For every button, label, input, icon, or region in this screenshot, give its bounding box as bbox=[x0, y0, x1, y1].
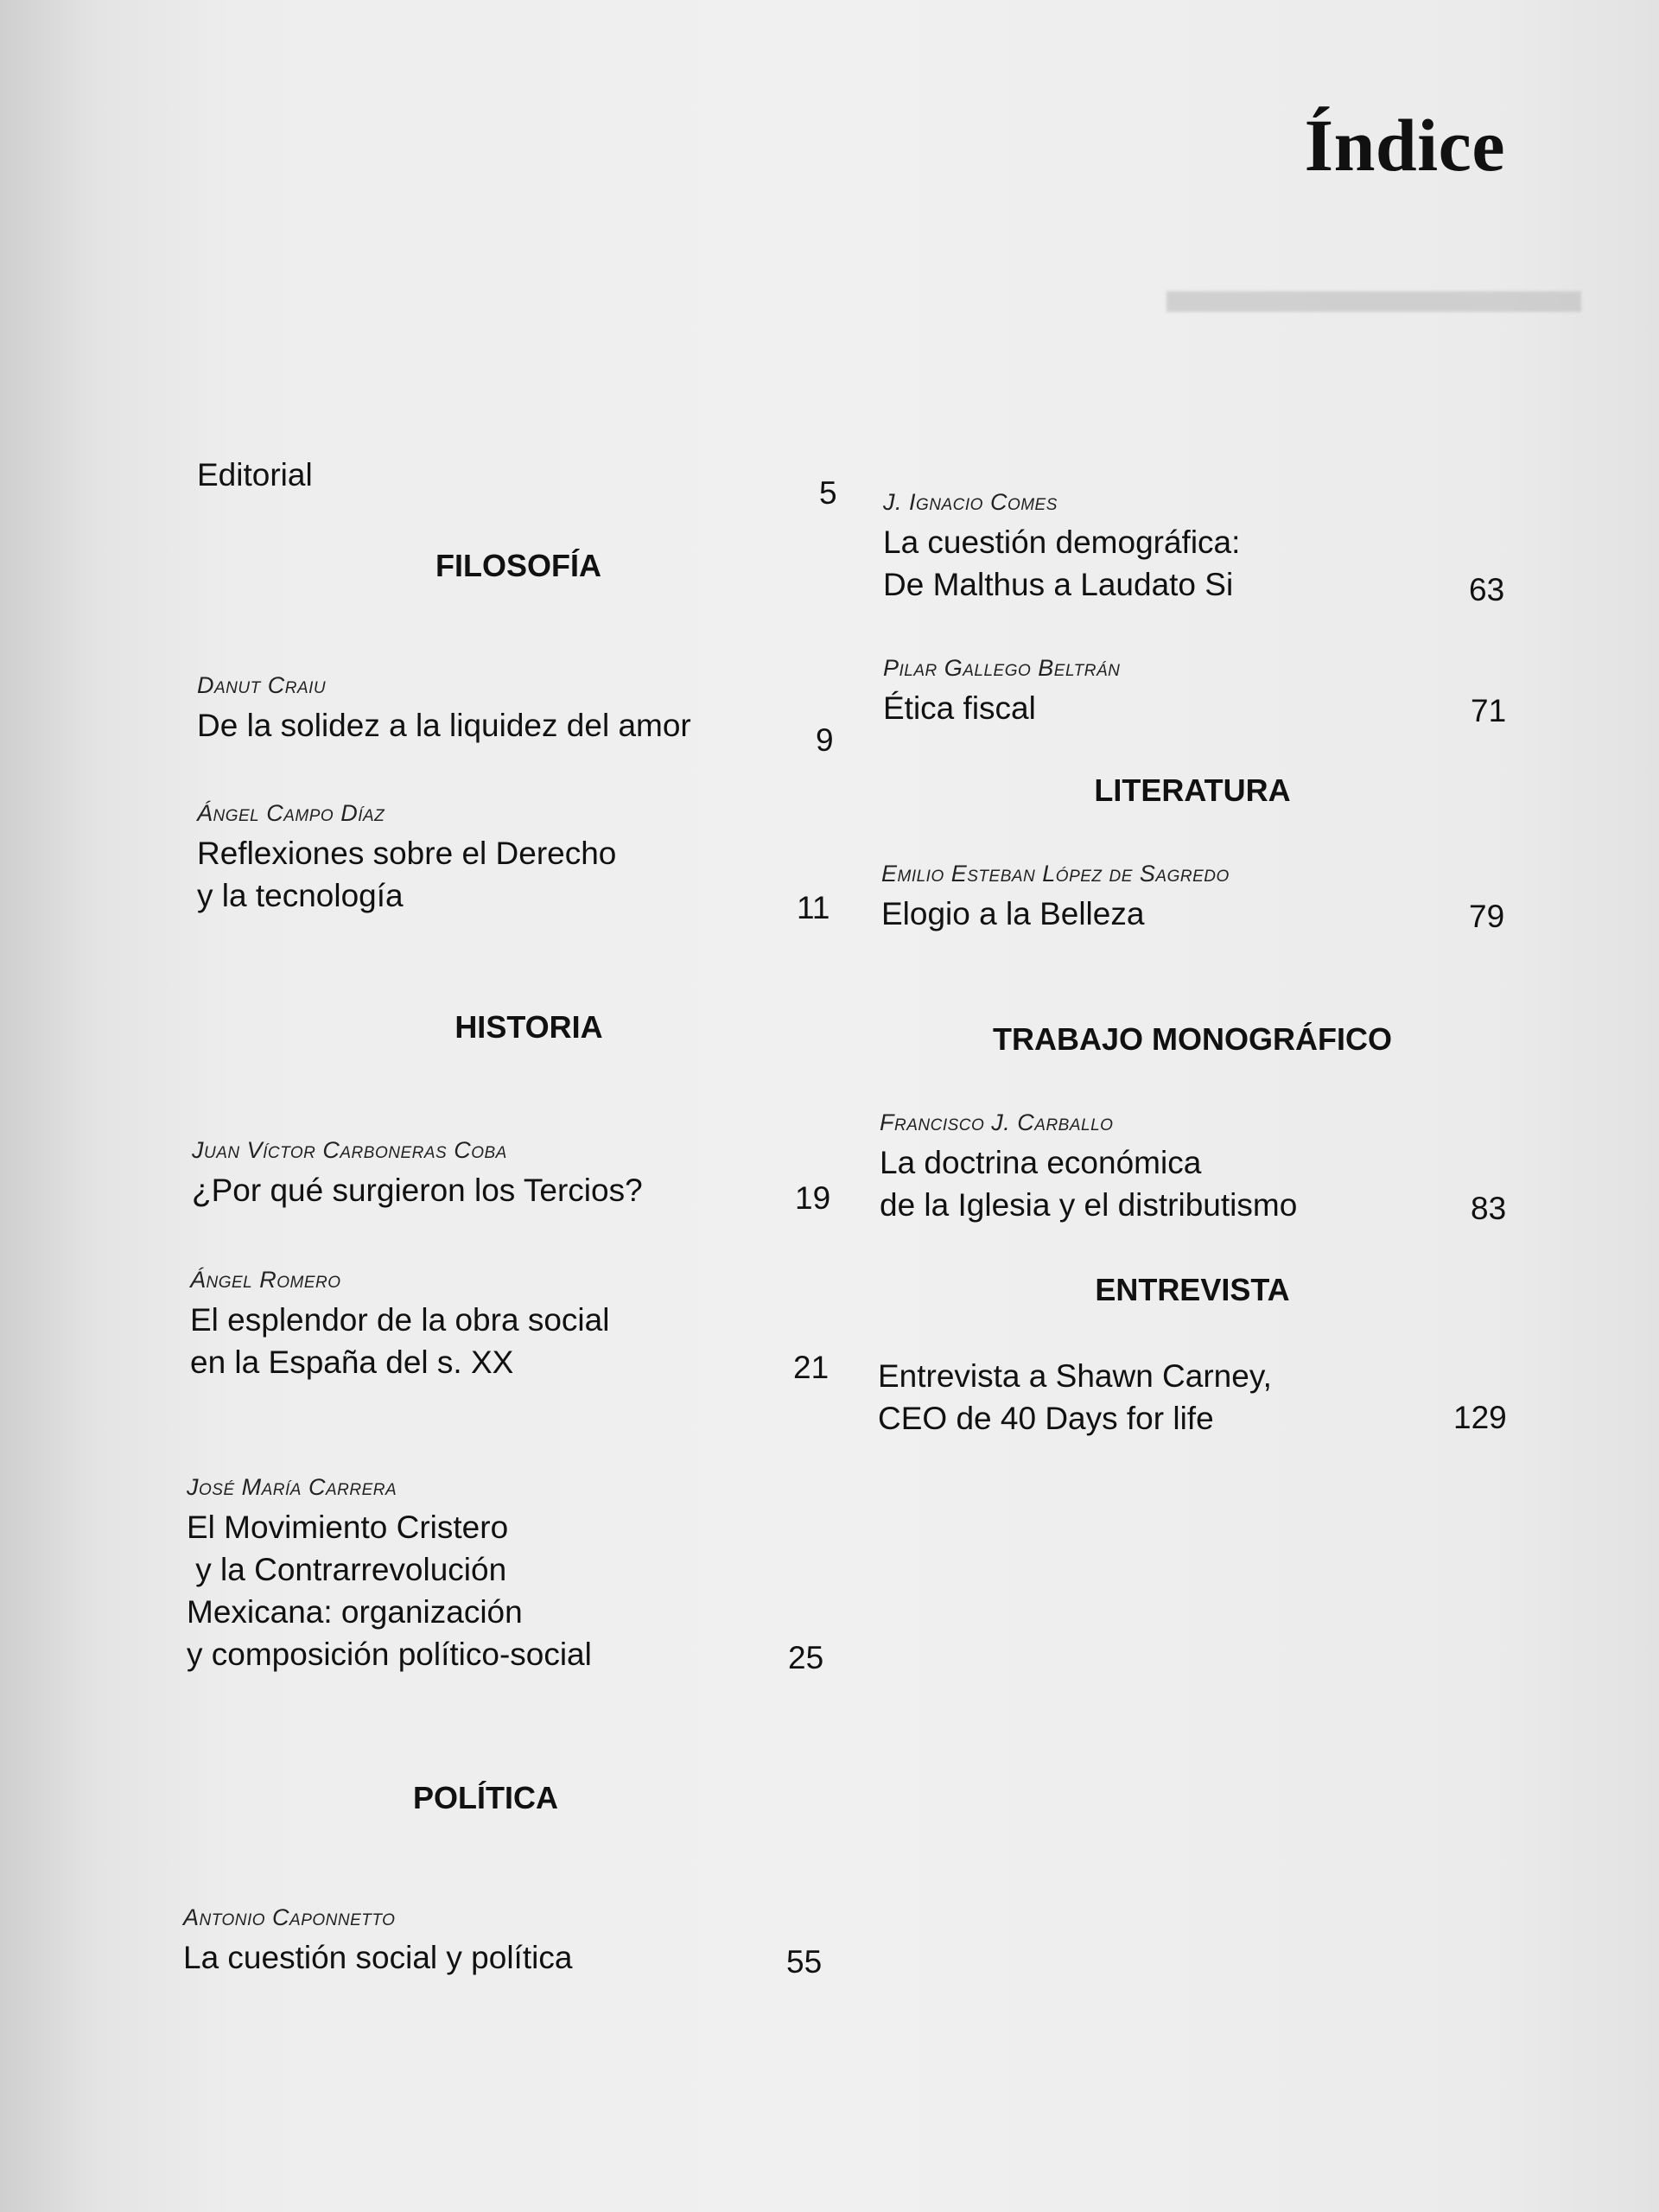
entry-title-line: Mexicana: organización bbox=[187, 1594, 523, 1630]
page-number: 79 bbox=[1469, 899, 1505, 934]
page-title: Índice bbox=[1304, 104, 1505, 187]
bleed-through-texture: ▬▬▬▬▬▬ bbox=[1166, 251, 1581, 327]
toc-entry[interactable] bbox=[883, 655, 1120, 729]
entry-title-line: y composición político-social bbox=[187, 1637, 592, 1672]
toc-entry[interactable] bbox=[183, 1904, 572, 1979]
toc-entry[interactable] bbox=[192, 1137, 643, 1211]
page-number: 129 bbox=[1453, 1400, 1507, 1435]
entry-title-line: y la Contrarrevolución bbox=[187, 1552, 507, 1587]
entry-title-line: Ética fiscal bbox=[883, 690, 1036, 726]
toc-entry[interactable] bbox=[880, 1109, 1297, 1226]
toc-entry[interactable] bbox=[881, 861, 1230, 935]
section-heading-literatura: LITERATURA bbox=[1094, 772, 1291, 808]
entry-author: Antonio Caponnetto bbox=[183, 1904, 396, 1930]
entry-author: J. Ignacio Comes bbox=[883, 489, 1058, 515]
entry-title-line: La doctrina económica bbox=[880, 1145, 1202, 1180]
page-number: 11 bbox=[797, 890, 830, 925]
section-heading-historia: HISTORIA bbox=[454, 1009, 603, 1045]
entry-title-line: De Malthus a Laudato Si bbox=[883, 567, 1234, 602]
entry-title-line: ¿Por qué surgieron los Tercios? bbox=[192, 1173, 643, 1208]
toc-entry[interactable] bbox=[197, 672, 691, 747]
entry-title-line: Entrevista a Shawn Carney, bbox=[878, 1358, 1272, 1394]
section-heading-politica: POLÍTICA bbox=[413, 1780, 558, 1815]
toc-entry[interactable] bbox=[197, 800, 616, 917]
page-number: 19 bbox=[795, 1180, 831, 1216]
entry-author: José María Carrera bbox=[187, 1474, 397, 1500]
entry-title: Editorial bbox=[197, 457, 313, 493]
entry-title-line: CEO de 40 Days for life bbox=[878, 1401, 1214, 1436]
toc-entry[interactable] bbox=[883, 489, 1240, 606]
page-number: 25 bbox=[788, 1640, 824, 1675]
entry-author: Emilio Esteban López de Sagredo bbox=[881, 861, 1230, 887]
entry-title-line: y la tecnología bbox=[197, 878, 404, 913]
toc-entry[interactable] bbox=[187, 1474, 592, 1675]
entry-author: Juan Víctor Carboneras Coba bbox=[192, 1137, 507, 1163]
entry-title-line: La cuestión demográfica: bbox=[883, 524, 1241, 560]
entry-title-line: El Movimiento Cristero bbox=[187, 1510, 509, 1545]
page-number: 55 bbox=[786, 1944, 823, 1980]
page-number: 63 bbox=[1469, 572, 1505, 607]
entry-author: Ángel Campo Díaz bbox=[197, 800, 385, 826]
toc-entry[interactable] bbox=[190, 1267, 609, 1383]
entry-title-line: El esplendor de la obra social bbox=[190, 1302, 610, 1338]
page-number: 5 bbox=[819, 475, 837, 511]
entry-title-line: de la Iglesia y el distributismo bbox=[880, 1187, 1298, 1223]
entry-title-line: en la España del s. XX bbox=[190, 1344, 514, 1380]
section-heading-entrevista: ENTREVISTA bbox=[1095, 1272, 1290, 1307]
entry-author: Francisco J. Carballo bbox=[880, 1109, 1114, 1135]
entry-title-line: De la solidez a la liquidez del amor bbox=[197, 708, 691, 743]
entry-author: Danut Craiu bbox=[197, 672, 327, 698]
entry-title-line: Reflexiones sobre el Derecho bbox=[197, 836, 617, 871]
toc-entry[interactable] bbox=[878, 1355, 1272, 1440]
entry-title-line: La cuestión social y política bbox=[183, 1940, 573, 1975]
page-number: 71 bbox=[1471, 693, 1507, 728]
page-number: 83 bbox=[1471, 1191, 1507, 1226]
toc-entry-editorial[interactable] bbox=[197, 454, 836, 496]
page-number: 21 bbox=[793, 1350, 830, 1385]
entry-title-line: Elogio a la Belleza bbox=[881, 896, 1145, 931]
entry-author: Pilar Gallego Beltrán bbox=[883, 655, 1121, 681]
section-heading-trabajo-monografico: TRABAJO MONOGRÁFICO bbox=[993, 1021, 1392, 1057]
page-number: 9 bbox=[816, 722, 834, 758]
section-heading-filosofia: FILOSOFÍA bbox=[435, 548, 601, 583]
entry-author: Ángel Romero bbox=[190, 1267, 341, 1293]
